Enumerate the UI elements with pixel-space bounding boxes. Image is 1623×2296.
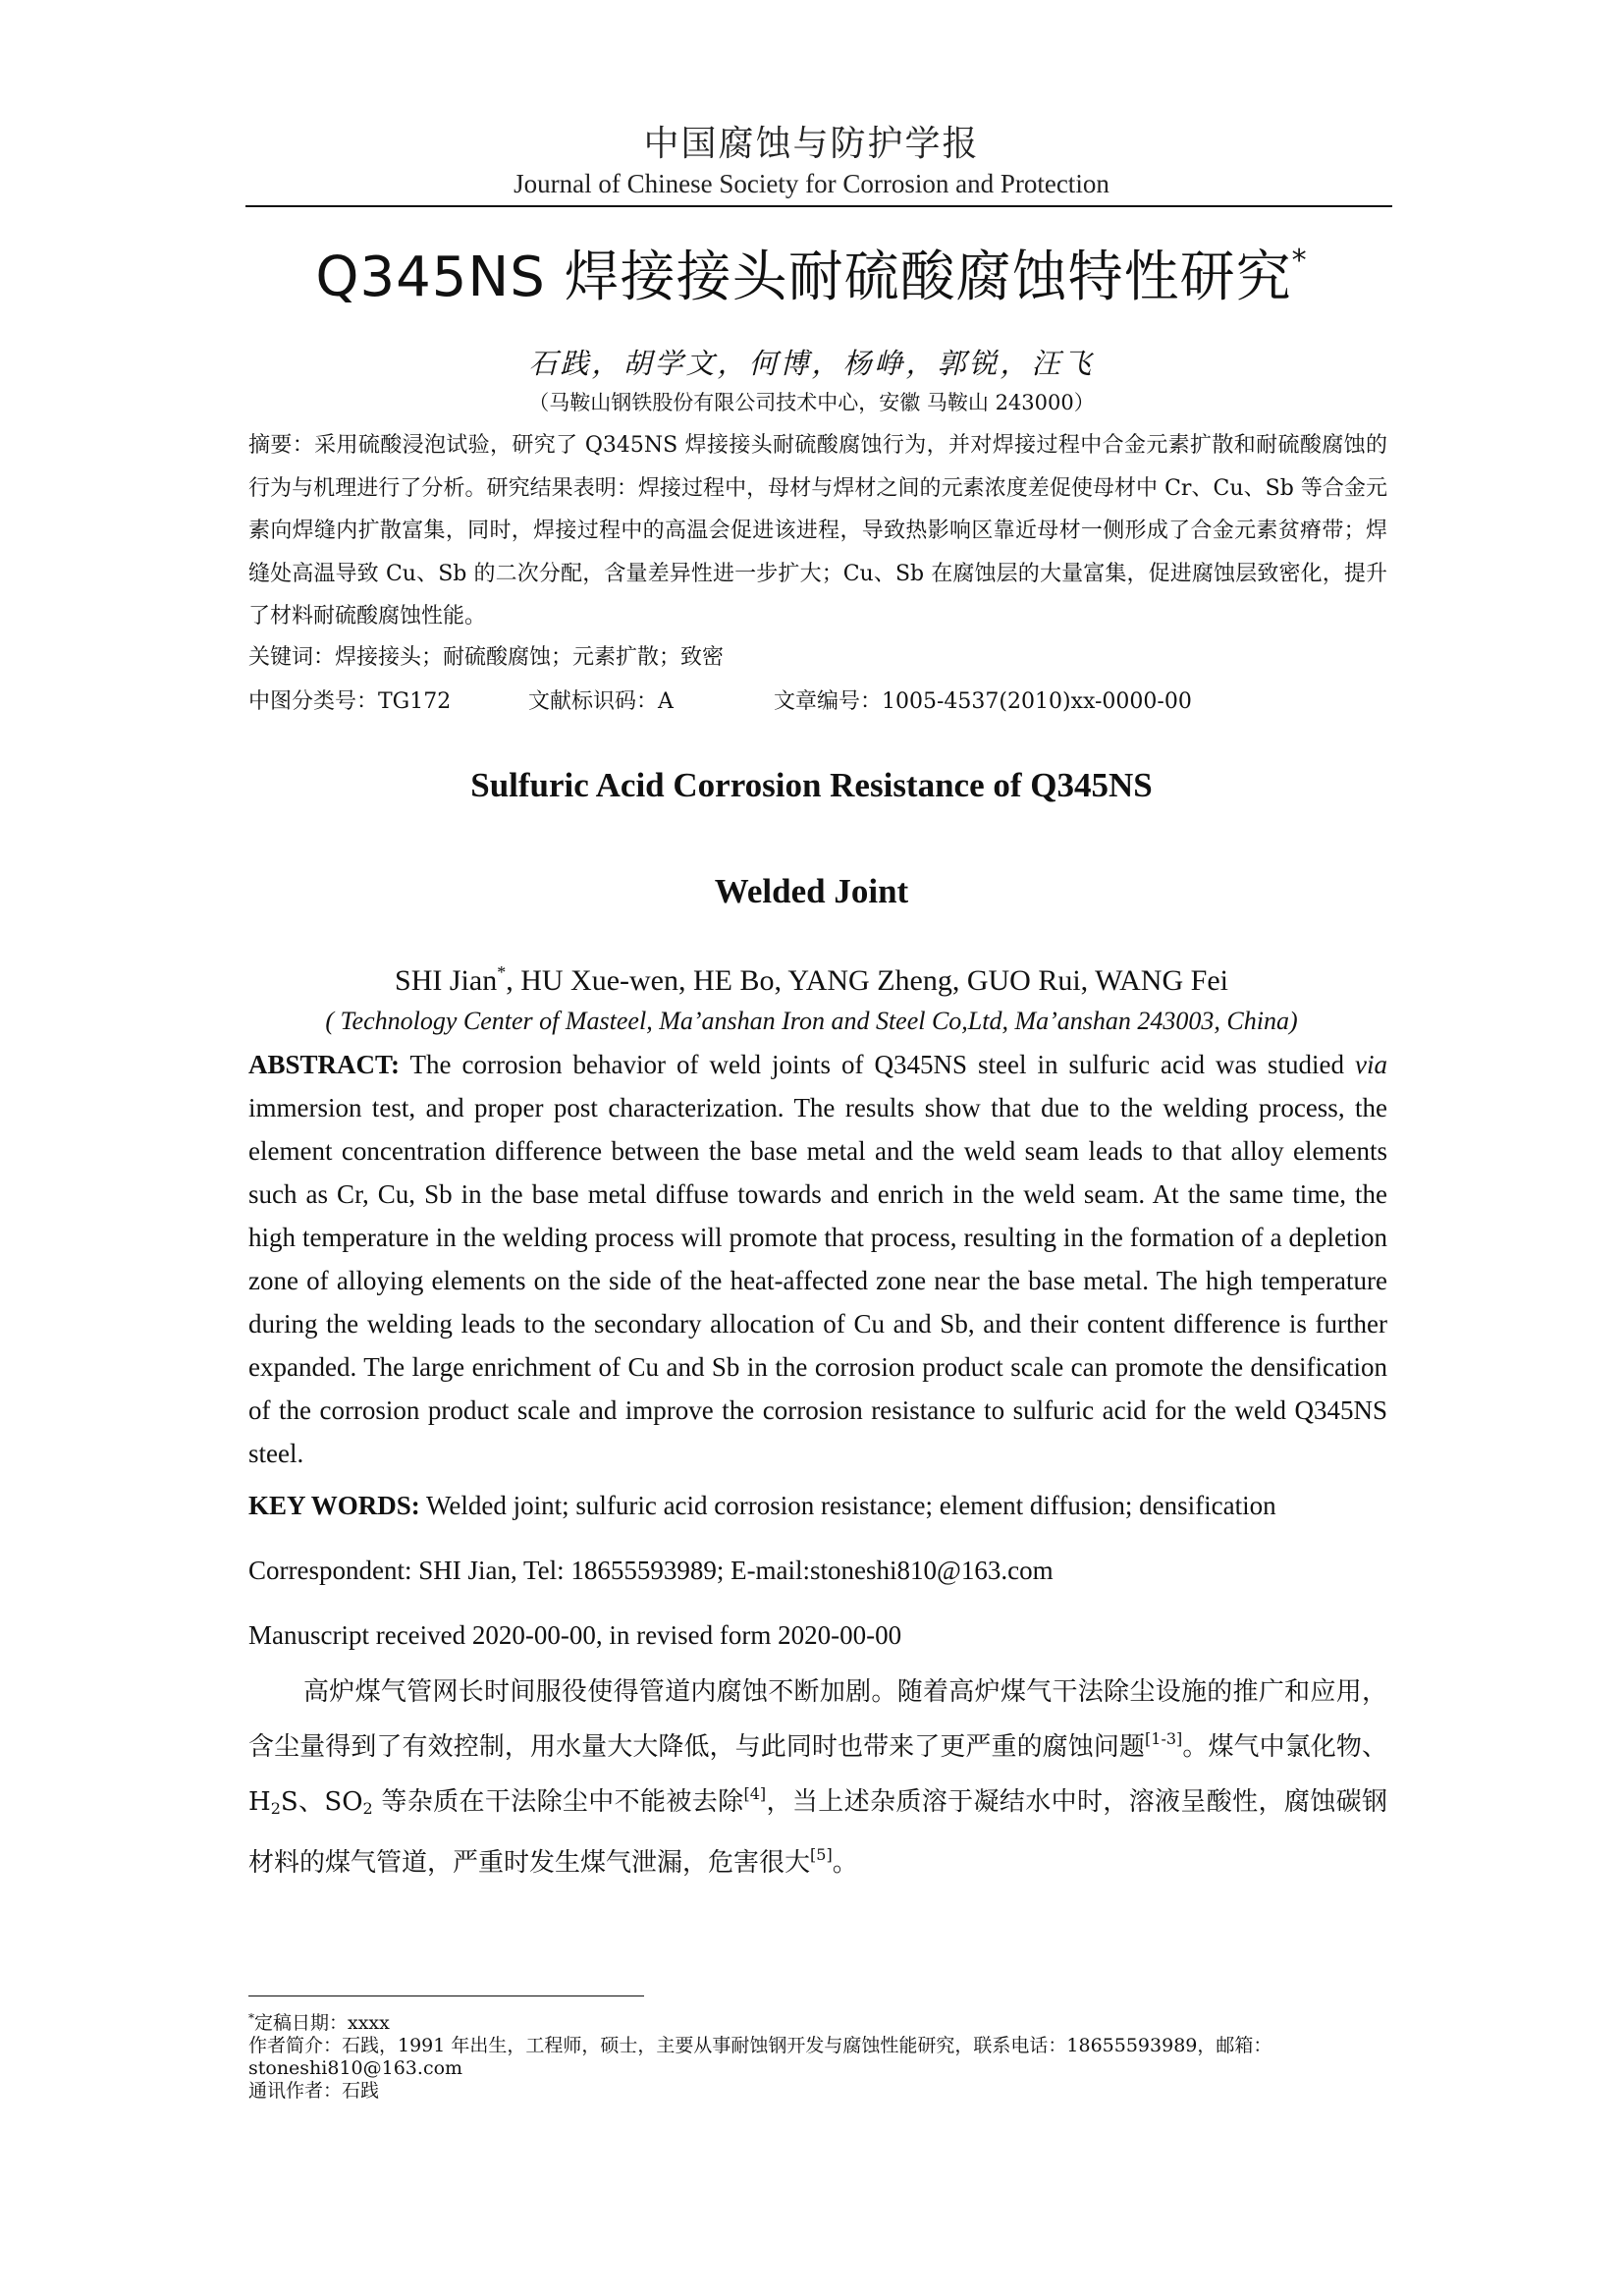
keywords-en bbox=[248, 1491, 1387, 1521]
journal-title-en: Journal of Chinese Society for Corrosion and Protection bbox=[514, 169, 1109, 198]
affiliation-cn: （马鞍山钢铁股份有限公司技术中心，安徽 马鞍山 243000） bbox=[528, 391, 1095, 414]
body-text: 等杂质在干法除尘中不能被去除 bbox=[372, 1787, 744, 1817]
citation-ref: [4] bbox=[743, 1784, 767, 1803]
keywords-en-text: Welded joint; sulfuric acid corrosion resistance; element diffusion; densification bbox=[419, 1491, 1276, 1520]
classification-line bbox=[248, 684, 1387, 715]
keywords-cn: 关键词：焊接接头；耐硫酸腐蚀；元素扩散；致密 bbox=[248, 645, 725, 670]
first-author-en: SHI Jian bbox=[395, 964, 498, 997]
abstract-cn: 摘要：采用硫酸浸泡试验，研究了 Q345NS 焊接接头耐硫酸腐蚀行为，并对焊接过程中合金元素扩散和耐硫酸腐蚀的行为与机理进行了分析。研究结果表明：焊接过程中，母材与焊材之间的元素浓度差促使母材中 Cr、Cu、Sb 等合金元素向焊缝内扩散富集，同时，焊接过程中的高温会促进该进程，导致热影响区靠近母材一侧形成了合金元素贫瘠带；焊缝处高温导致 Cu、Sb 的二次分配，含量差异性进一步扩大；Cu、Sb 在腐蚀层的大量富集，促进腐蚀层致密化，提升了材料耐硫酸腐蚀性能。 bbox=[248, 433, 1387, 629]
authors-cn: 石践，胡学文，何博，杨峥，郭锐，汪飞 bbox=[528, 347, 1095, 380]
correspondent-line: Correspondent: SHI Jian, Tel: 18655593989; E-mail:stoneshi810@163.com bbox=[248, 1556, 1054, 1585]
keywords-label: KEY WORDS: bbox=[248, 1491, 420, 1520]
citation-ref: [5] bbox=[810, 1845, 833, 1864]
footnote-divider bbox=[248, 1995, 644, 1996]
abstract-label: ABSTRACT: bbox=[248, 1050, 401, 1079]
abstract-en bbox=[248, 1043, 1387, 1475]
footnotes bbox=[248, 2007, 1387, 2103]
title-footnote-mark: * bbox=[1291, 244, 1308, 278]
abstract-en-part1: The corrosion behavior of weld joints of Q345NS steel in sulfuric acid was studied bbox=[400, 1050, 1355, 1079]
authors-en bbox=[0, 962, 1623, 998]
footnote-date-text: 定稿日期：xxxx bbox=[254, 2012, 390, 2034]
subscript: 2 bbox=[362, 1799, 373, 1818]
body-text: 。 bbox=[832, 1848, 858, 1878]
clc-number: 中图分类号：TG172 bbox=[248, 689, 452, 714]
footnote-corresponding: 通讯作者：石践 bbox=[248, 2080, 380, 2102]
paper-title-en-line2: Welded Joint bbox=[714, 872, 909, 910]
body-text: 。煤气中氯化物、H bbox=[248, 1732, 1387, 1817]
footnote-mark: * bbox=[248, 2011, 254, 2025]
other-authors-en: , HU Xue-wen, HE Bo, YANG Zheng, GUO Rui, WANG Fei bbox=[506, 964, 1228, 997]
header-divider bbox=[245, 205, 1392, 207]
body-text: ，当上述杂质溶于凝结水中时，溶液呈酸性，腐蚀碳钢材料的煤气管道，严重时发生煤气泄漏，危害很大 bbox=[248, 1787, 1387, 1878]
abstract-en-part2: immersion test, and proper post characterization. The results show that due to the welding process, the element concentration difference between the base metal and the weld seam leads to that alloy elements such as Cr, Cu, Sb in the base metal diffuse towards and enrich in the weld seam. At the same time, the high temperature in the welding process will promote that process, resulting in the formation of a depletion zone of alloying elements on the side of the heat-affected zone near the base metal. The high temperature during the welding leads to the secondary allocation of Cu and Sb, and their content difference is further expanded. The large enrichment of Cu and Sb in the corrosion product scale can promote the densification of the corrosion product scale and improve the corrosion resistance to sulfuric acid for the weld Q345NS steel. bbox=[248, 1093, 1387, 1468]
journal-title-cn: 中国腐蚀与防护学报 bbox=[643, 124, 980, 164]
body-text: S、SO bbox=[280, 1787, 363, 1817]
affiliation-en: ( Technology Center of Masteel, Ma’anshan Iron and Steel Co,Ltd, Ma’anshan 243003, China) bbox=[325, 1007, 1298, 1035]
body-text: 高炉煤气管网长时间服役使得管道内腐蚀不断加剧。随着高炉煤气干法除尘设施的推广和应用，含尘量得到了有效控制，用水量大大降低，与此同时也带来了更严重的腐蚀问题 bbox=[248, 1677, 1387, 1762]
paper-title-cn bbox=[0, 234, 1623, 312]
manuscript-received-line: Manuscript received 2020-00-00, in revised form 2020-00-00 bbox=[248, 1620, 902, 1650]
article-number: 文章编号：1005-4537(2010)xx-0000-00 bbox=[774, 689, 1192, 714]
abstract-en-via: via bbox=[1355, 1050, 1387, 1079]
document-code: 文献标识码：A bbox=[528, 689, 674, 714]
footnote-bio: 作者简介：石践，1991 年出生，工程师，硕士，主要从事耐蚀钢开发与腐蚀性能研究，联系电话：18655593989，邮箱：stoneshi810@163.com bbox=[248, 2035, 1272, 2079]
author-mark: * bbox=[497, 962, 507, 982]
paper-title-cn-text: Q345NS 焊接接头耐硫酸腐蚀特性研究 bbox=[315, 246, 1292, 309]
paper-title-en-line1: Sulfuric Acid Corrosion Resistance of Q345NS bbox=[470, 766, 1153, 804]
citation-ref: [1-3] bbox=[1145, 1729, 1183, 1748]
subscript: 2 bbox=[270, 1799, 281, 1818]
body-paragraph bbox=[248, 1669, 1387, 1886]
footnote-date bbox=[248, 2007, 1387, 2035]
